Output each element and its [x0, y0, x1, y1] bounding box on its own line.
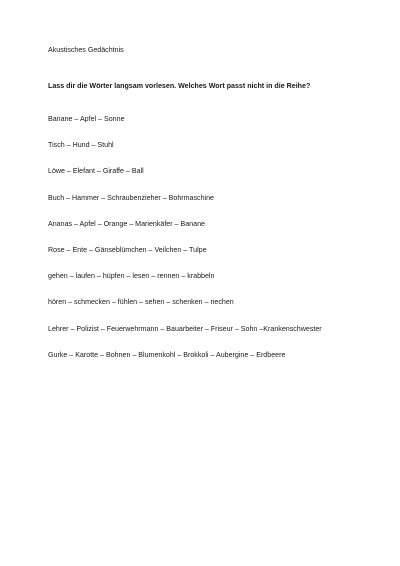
- word-row-list: [48, 115, 322, 377]
- word-row-9: Lehrer – Polizist – Feuerwehrmann – Bauarbeiter – Friseur – Sohn –Krankenschwester: [48, 324, 322, 333]
- page-title: Akustisches Gedächtnis: [48, 46, 124, 54]
- word-row-10: Gurke – Karotte – Bohnen – Blumenkohl – Brokkoli – Aubergine – Erdbeere: [48, 350, 286, 359]
- task-instruction: Lass dir die Wörter langsam vorlesen. Welches Wort passt nicht in die Reihe?: [48, 82, 311, 90]
- word-row-2: Tisch – Hund – Stuhl: [48, 141, 114, 150]
- word-row-7: gehen – laufen – hüpfen – lesen – rennen – krabbeln: [48, 272, 215, 281]
- word-row-6: Rose – Ente – Gänseblümchen – Veilchen – Tulpe: [48, 245, 207, 254]
- word-row-5: Ananas – Apfel – Orange – Marienkäfer – Banane: [48, 219, 205, 228]
- word-row-3: Löwe – Elefant – Giraffe – Ball: [48, 167, 144, 176]
- word-row-1: Banane – Apfel – Sonne: [48, 115, 125, 123]
- word-row-4: Buch – Hammer – Schraubenzieher – Bohrmaschine: [48, 193, 214, 202]
- word-row-8: hören – schmecken – fühlen – sehen – schenken – riechen: [48, 298, 234, 307]
